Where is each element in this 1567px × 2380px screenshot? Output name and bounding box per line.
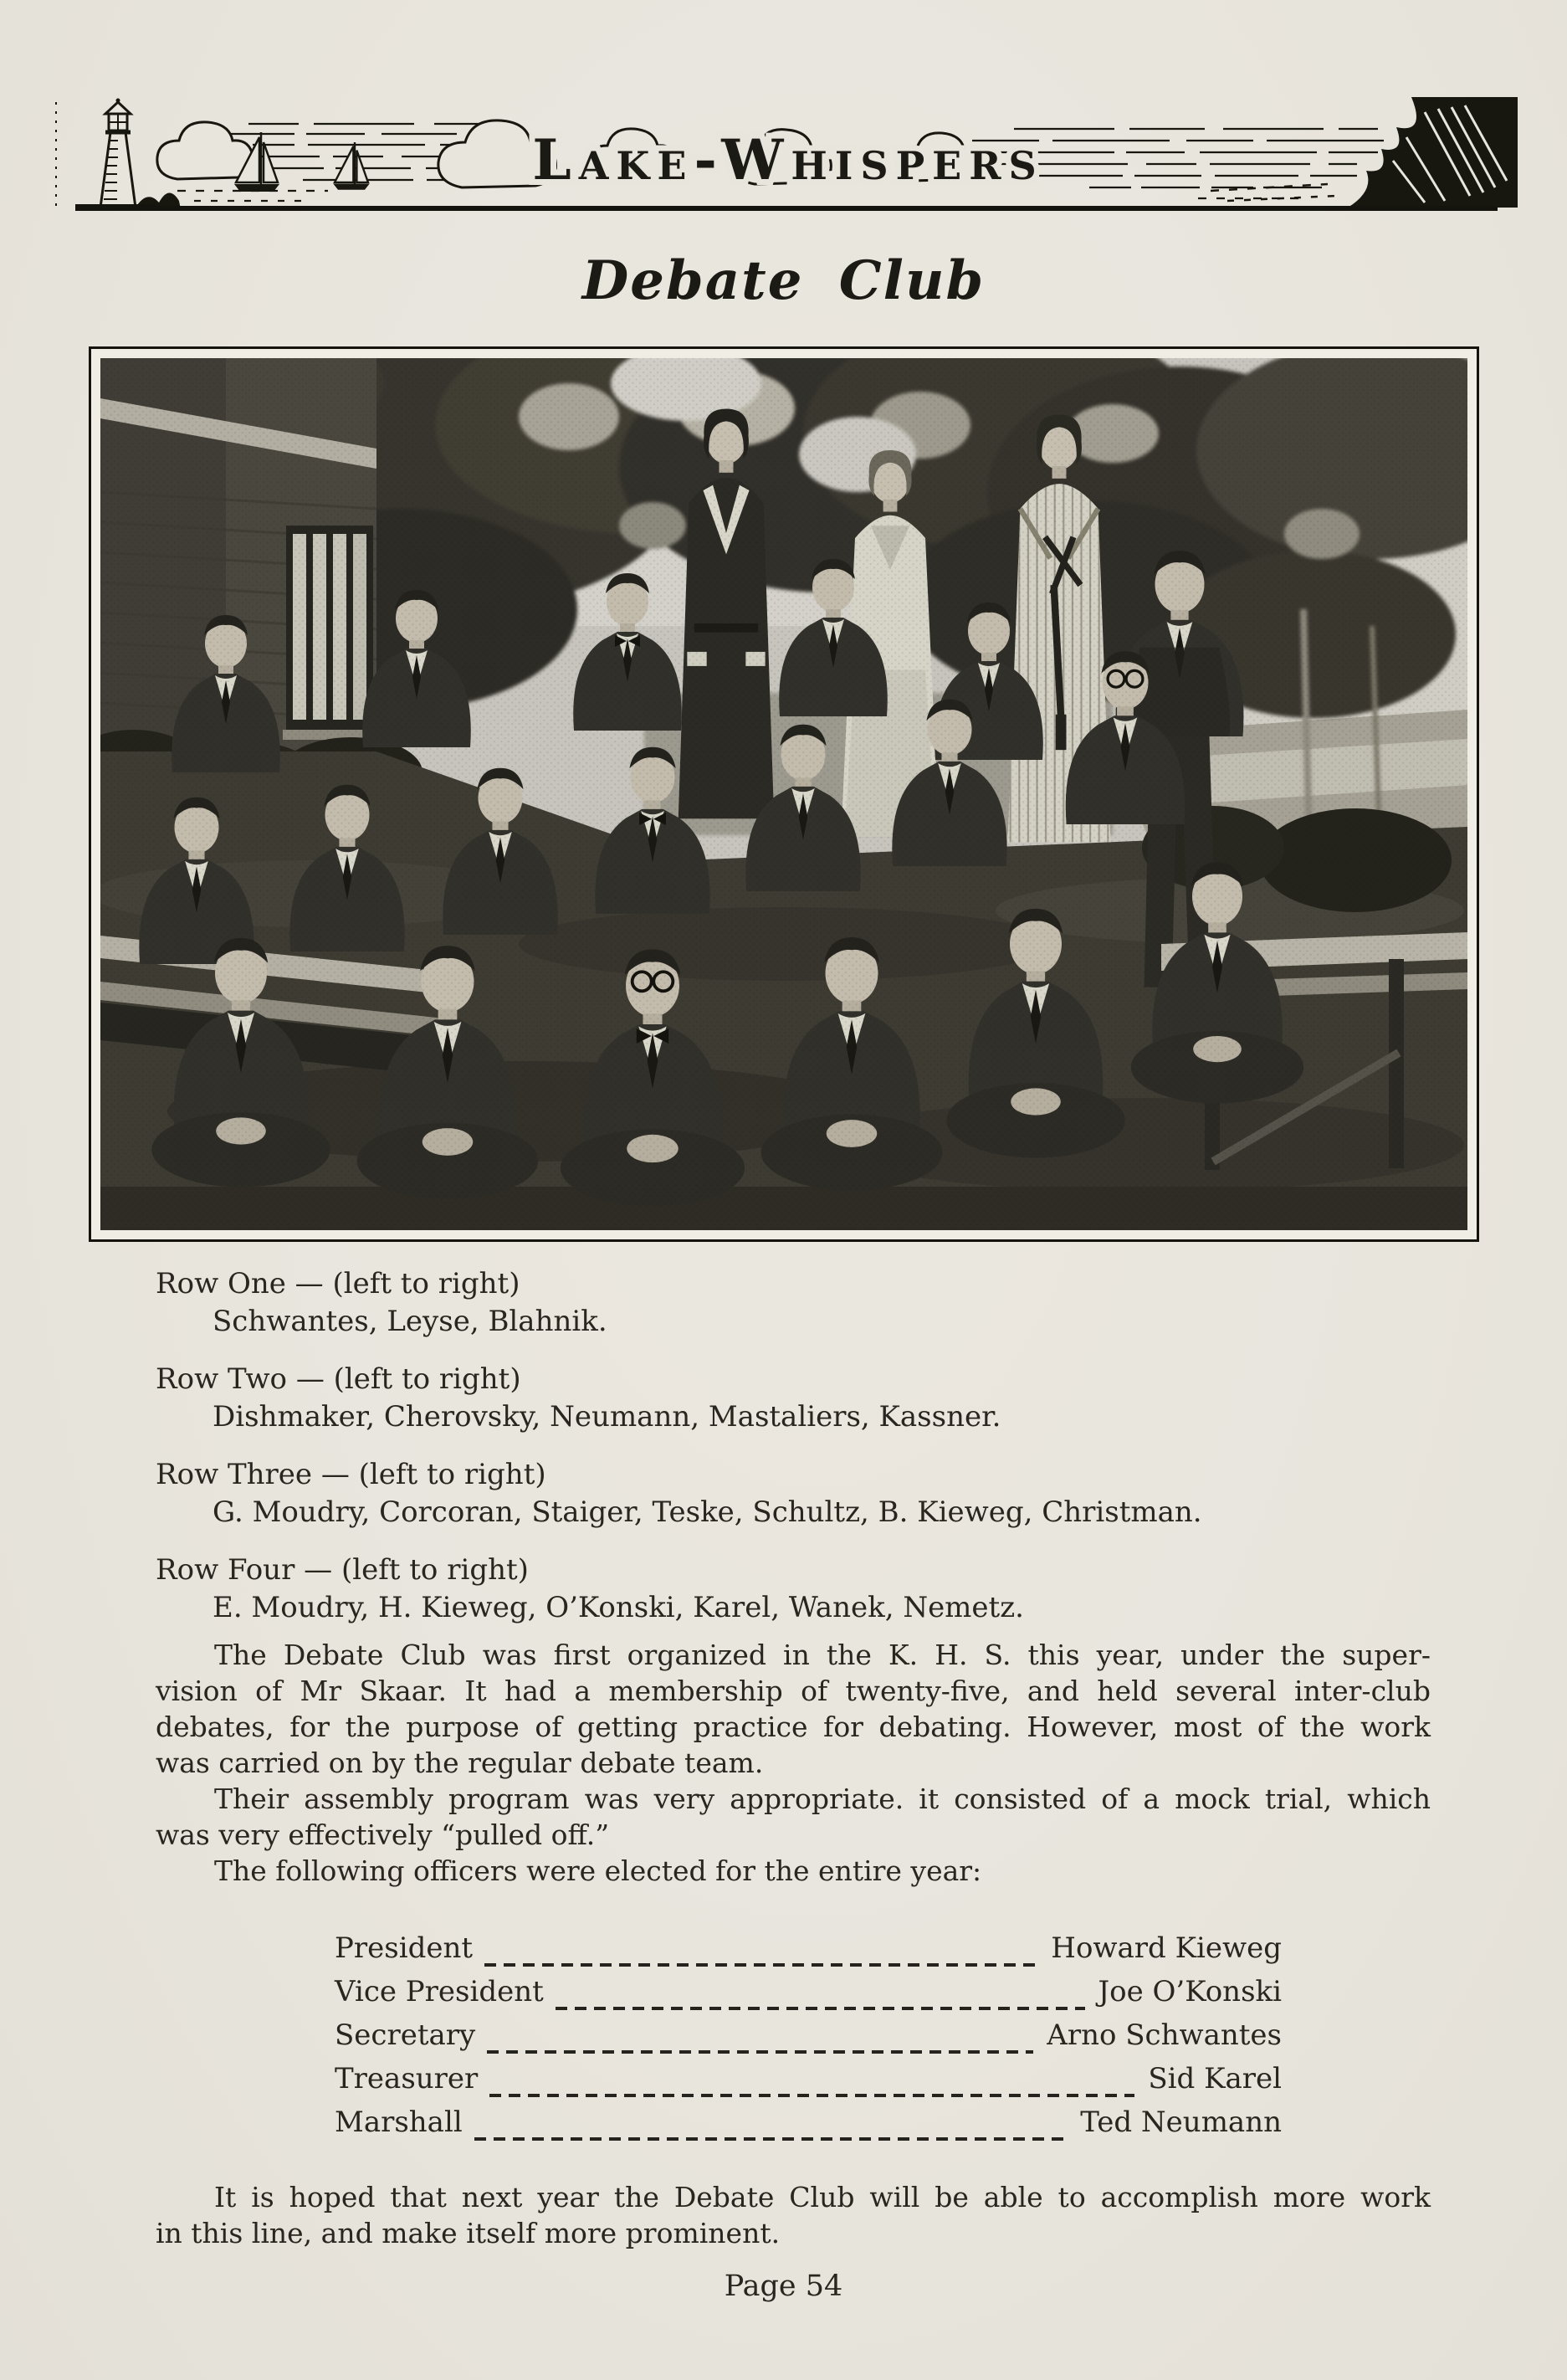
caption-label: Row Four — (left to right) — [156, 1553, 529, 1587]
text-line: was very effectively “pulled off.” — [156, 1818, 610, 1851]
officer-name: Howard Kieweg — [1051, 1931, 1282, 1965]
paragraph-officers-intro — [156, 1853, 1431, 1889]
officer-row — [335, 2018, 1282, 2062]
officer-row — [335, 2062, 1282, 2106]
caption-names: G. Moudry, Corcoran, Staiger, Teske, Schultz, B. Kieweg, Christman. — [213, 1495, 1202, 1529]
text-line: The Debate Club was first organized in the K. H. S. this year, under the super- — [214, 1639, 1431, 1671]
officer-name: Arno Schwantes — [1047, 2018, 1282, 2052]
officers-list — [335, 1931, 1282, 2149]
officer-title: Treasurer — [335, 2062, 479, 2095]
officer-title: Vice President — [335, 1975, 544, 2008]
text-line: The following officers were elected for the entire year: — [214, 1854, 982, 1887]
officer-name: Ted Neumann — [1080, 2106, 1282, 2139]
officer-title: President — [335, 1931, 474, 1965]
paragraph-closing — [156, 2179, 1431, 2251]
officer-row — [335, 2106, 1282, 2149]
photo-caption-list — [156, 1265, 1436, 1647]
caption-label: Row Two — (left to right) — [156, 1362, 521, 1396]
page-title: Debate Club — [581, 249, 986, 312]
dot-leader — [489, 2094, 1134, 2097]
text-line: It is hoped that next year the Debate Club will be able to accomplish more work — [214, 2181, 1431, 2213]
caption-row-three — [156, 1456, 1436, 1531]
sailboat-icon — [333, 142, 369, 190]
text-line: in this line, and make itself more prominent. — [156, 2217, 781, 2249]
text-line: was carried on by the regular debate team. — [156, 1747, 764, 1779]
caption-row-two — [156, 1361, 1436, 1436]
officer-row — [335, 1975, 1282, 2018]
masthead-banner — [52, 80, 1518, 228]
text-line: Their assembly program was very appropriate. it consisted of a mock trial, which — [214, 1782, 1431, 1815]
masthead-title: Lake-Whispers — [532, 127, 1044, 192]
dot-leader — [487, 2050, 1033, 2054]
caption-label: Row One — (left to right) — [156, 1267, 520, 1300]
halftone-overlay — [100, 358, 1467, 1230]
caption-names: E. Moudry, H. Kieweg, O’Konski, Karel, Wanek, Nemetz. — [213, 1591, 1024, 1624]
caption-row-one — [156, 1265, 1436, 1341]
dot-leader — [484, 1963, 1037, 1967]
caption-names: Schwantes, Leyse, Blahnik. — [213, 1305, 607, 1338]
club-photo — [89, 346, 1479, 1242]
text-line: debates, for the purpose of getting practice for debating. However, most of the work — [156, 1711, 1431, 1743]
paragraph-assembly — [156, 1781, 1431, 1853]
officer-name: Sid Karel — [1148, 2062, 1282, 2095]
banner-rule — [75, 206, 1498, 211]
caption-label: Row Three — (left to right) — [156, 1458, 546, 1491]
caption-row-four — [156, 1552, 1436, 1627]
officer-title: Marshall — [335, 2106, 463, 2139]
text-line: vision of Mr Skaar. It had a membership of twenty-five, and held several inter-club — [156, 1675, 1431, 1707]
paragraph-history — [156, 1637, 1431, 1781]
dot-leader — [556, 2007, 1085, 2010]
officer-row — [335, 1931, 1282, 1975]
officer-name: Joe O’Konski — [1098, 1975, 1282, 2008]
debate-club-photo-illustration — [100, 358, 1467, 1230]
banner-rule-end — [75, 204, 156, 211]
page-number: Page 54 — [724, 2270, 843, 2303]
dot-leader — [474, 2137, 1067, 2141]
caption-names: Dishmaker, Cherovsky, Neumann, Mastaliers, Kassner. — [213, 1400, 1001, 1434]
officer-title: Secretary — [335, 2018, 476, 2052]
